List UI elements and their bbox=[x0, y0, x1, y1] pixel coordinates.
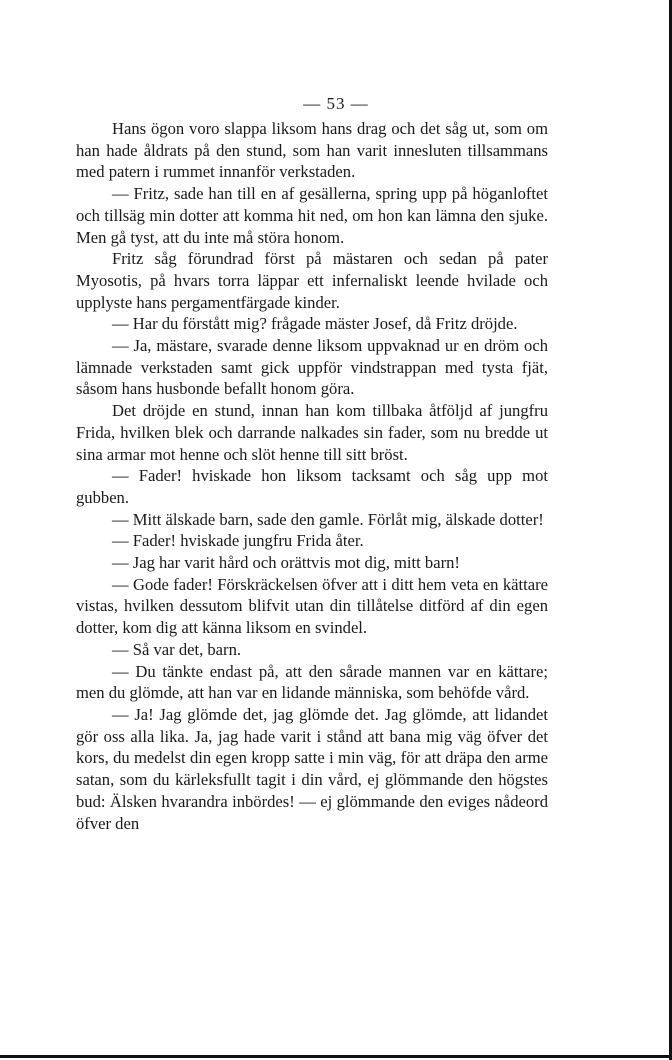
paragraph: — Så var det, barn. bbox=[112, 639, 242, 659]
paragraph: — Du tänkte endast på, att den sårade mannen var en kättare; men du glömde, att han var en lidande människa, som behöfde vård. bbox=[76, 661, 548, 703]
paragraph: — Har du förstått mig? frågade mäster Josef, då Fritz dröjde. bbox=[112, 314, 518, 334]
paragraph: — Ja! Jag glömde det, jag glömde det. Jag glömde, att lidandet gör oss alla lika. Ja, jag hade varit i stånd att bana mig väg öfver det kors, du medelst din egen kropp satte i min väg, för att dräpa den arme satan, som du kärleksfullt tagit i din vård, ej glömmande den högstes bud: Älsken hvarandra inbördes! — ej glömmande den eviges nådeord öfver den bbox=[76, 704, 548, 833]
body-text bbox=[76, 118, 548, 834]
paragraph: — Jag har varit hård och orättvis mot dig, mitt barn! bbox=[112, 553, 460, 573]
paragraph: — Fader! hviskade jungfru Frida åter. bbox=[112, 531, 364, 551]
paragraph: Det dröjde en stund, innan han kom tillbaka åtföljd af jungfru Frida, hvilken blek och darrande nalkades sin fader, som nu bredde ut sina armar mot henne och slöt henne till sitt bröst. bbox=[76, 401, 548, 464]
paragraph: — Mitt älskade barn, sade den gamle. Förlåt mig, älskade dotter! bbox=[112, 509, 544, 529]
paragraph: — Gode fader! Förskräckelsen öfver att i ditt hem veta en kättare vistas, hvilken dessutom blifvit utan din tillåtelse ditförd af din egen dotter, kom dig att känna liksom en svindel. bbox=[76, 574, 548, 638]
page-edge-bottom bbox=[0, 1055, 672, 1058]
paragraph: Fritz såg förundrad först på mästaren och sedan på pater Myosotis, på hvars torra läppar ett infernaliskt leende hvilade och upplyste hans pergamentfärgade kinder. bbox=[76, 249, 548, 312]
paragraph: — Fritz, sade han till en af gesällerna, spring upp på höganloftet och tillsäg min dotter att komma hit ned, om hon kan lämna den sjuke. Men gå tyst, att du inte må störa honom. bbox=[76, 184, 548, 247]
paragraph: — Fader! hviskade hon liksom tacksamt och såg upp mot gubben. bbox=[76, 466, 548, 507]
page-number: — 53 — bbox=[303, 94, 369, 113]
paragraph: — Ja, mästare, svarade denne liksom uppvaknad ur en dröm och lämnade verkstaden samt gick uppför vindstrappan med tysta fjät, såsom hans husbonde befallt honom göra. bbox=[76, 336, 548, 399]
paragraph: Hans ögon voro slappa liksom hans drag och det såg ut, som om han hade åldrats på den stund, som han varit innesluten tillsammans med patern i rummet innanför verkstaden. bbox=[76, 119, 548, 182]
